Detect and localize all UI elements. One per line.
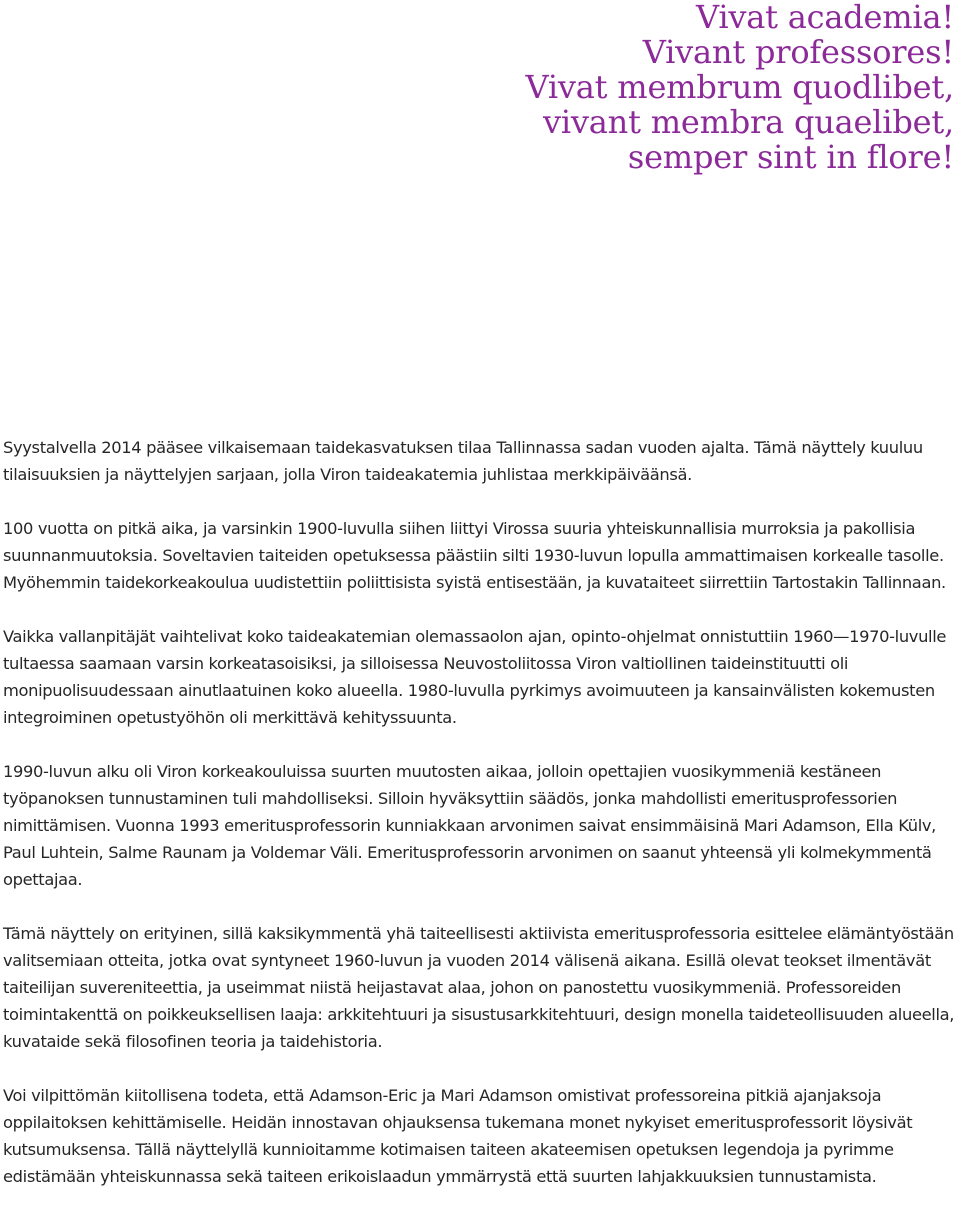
article-paragraph: Voi vilpittömän kiitollisena todeta, että Adamson-Eric ja Mari Adamson omistivat professoreina pitkiä ajanjaksoja oppilaitoksen kehittämiselle. Heidän innostavan ohjauksensa tukemana monet nykyiset emeritusprofessorit löysivät kutsumuksensa. Tällä näyttelyllä kunnioitamme kotimaisen taiteen akateemisen opetuksen legendoja ja pyrimme edistämään yhteiskunnassa sekä taiteen erikoislaadun ymmärrystä että suurten lahjakkuuksien tunnustamista. [3,1086,913,1186]
motto-line: Vivat membrum quodlibet, [525,68,954,106]
article-body [3,434,958,1190]
motto-line: Vivant professores! [642,33,954,71]
motto-line: vivant membra quaelibet, [543,103,954,141]
latin-motto [526,0,954,175]
article-paragraph: Tämä näyttely on erityinen, sillä kaksikymmentä yhä taiteellisesti aktiivista emeritusprofessoria esittelee elämäntyöstään valitsemiaan otteita, jotka ovat syntyneet 1960-luvun ja vuoden 2014 välisenä aikana. Esillä olevat teokset ilmentävät taiteilijan suvereniteettia, ja useimmat niistä heijastavat alaa, johon on panostettu vuosikymmeniä. Professoreiden toimintakenttä on poikkeuksellisen laaja: arkkitehtuuri ja sisustusarkkitehtuuri, design monella taideteollisuuden alueella, kuvataide sekä filosofinen teoria ja taidehistoria. [3,924,955,1051]
article-paragraph: 100 vuotta on pitkä aika, ja varsinkin 1900-luvulla siihen liittyi Virossa suuria yhteiskunnallisia murroksia ja pakollisia suunnanmuutoksia. Soveltavien taiteiden opetuksessa päästiin silti 1930-luvun lopulla ammattimaisen korkealle tasolle. Myöhemmin taidekorkeakoulua uudistettiin poliittisista syistä entisestään, ja kuvataiteet siirrettiin Tartostakin Tallinnaan. [3,519,946,592]
motto-line: Vivat academia! [696,0,954,36]
article-paragraph: Vaikka vallanpitäjät vaihtelivat koko taideakatemian olemassaolon ajan, opinto-ohjelmat onnistuttiin 1960—1970-luvulle tultaessa saamaan varsin korkeatasoisiksi, ja silloisessa Neuvostoliitossa Viron valtiollinen taideinstituutti oli monipuolisuudessaan ainutlaatuinen koko alueella. 1980-luvulla pyrkimys avoimuuteen ja kansainvälisten kokemusten integroiminen opetustyöhön oli merkittävä kehityssuunta. [3,627,947,727]
article-paragraph: Syystalvella 2014 pääsee vilkaisemaan taidekasvatuksen tilaa Tallinnassa sadan vuoden ajalta. Tämä näyttely kuuluu tilaisuuksien ja näyttelyjen sarjaan, jolla Viron taideakatemia juhlistaa merkkipäiväänsä. [3,438,923,484]
motto-line: semper sint in flore! [627,138,954,176]
article-paragraph: 1990-luvun alku oli Viron korkeakouluissa suurten muutosten aikaa, jolloin opettajien vuosikymmeniä kestäneen työpanoksen tunnustaminen tuli mahdolliseksi. Silloin hyväksyttiin säädös, jonka mahdollisti emeritusprofessorien nimittämisen. Vuonna 1993 emeritusprofessorin kunniakkaan arvonimen saivat ensimmäisinä Mari Adamson, Ella Külv, Paul Luhtein, Salme Raunam ja Voldemar Väli. Emeritusprofessorin arvonimen on saanut yhteensä yli kolmekymmentä opettajaa. [3,762,936,889]
